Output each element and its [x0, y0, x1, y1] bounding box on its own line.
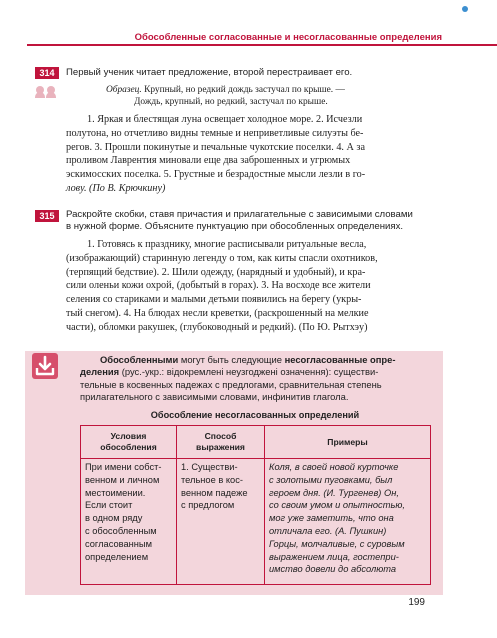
cell-line: с обособленным — [85, 525, 157, 536]
ex315-line: сили оленьи кожи охрой, (добытый в горах). 3. На восходе все жители — [66, 280, 371, 292]
cell-line: Коля, в своей новой курточке — [269, 462, 399, 472]
cell-line: Если стоит — [85, 500, 133, 511]
ex314-line: проливом Лаврентия миновали еще два заброшенных и угрюмых — [66, 155, 351, 167]
rule-line: прилагательного с зависимыми словами, инфинитив глагола. — [80, 390, 349, 402]
table-row — [81, 459, 431, 585]
download-icon — [32, 353, 58, 379]
ex315-line: (изображающий) старинную легенду о том, как киты спасли охотников, — [66, 252, 378, 264]
sample-line-2: Дождь, крупный, но редкий, застучал по крыше. — [134, 97, 328, 107]
ex314-line: полутона, но отчетливо видны темные и неприветливые силуэты бе- — [66, 127, 364, 139]
exercise-number-315: 315 — [35, 210, 59, 222]
rule-term-1: Обособленными — [100, 354, 179, 365]
cell-line: местоимении. — [85, 487, 146, 498]
cell-line: в одном ряду — [85, 513, 143, 524]
ex314-line: лову. (По В. Крючкину) — [66, 182, 166, 194]
table-header-row — [81, 426, 431, 459]
exercise-314-task: Первый ученик читает предложение, второй перестраивает его. — [66, 67, 353, 78]
table-header-cell: Условия обособления — [81, 426, 177, 459]
table-header-cell: Примеры — [265, 426, 431, 459]
cell-line: определением — [85, 551, 149, 562]
cell-line: с предлогом — [181, 500, 235, 511]
pair-work-icon — [36, 86, 58, 98]
cell-line: 1. Существи- — [181, 462, 238, 472]
sample-label: Образец. — [106, 85, 142, 95]
ex314-line: эскимосских поселка. 5. Грустные и безрадостные мысли лезли в го- — [66, 169, 366, 181]
exercise-315-task-1: Раскройте скобки, ставя причастия и прилагательные с зависимыми словами — [66, 209, 413, 220]
cell-line: согласованным — [85, 538, 152, 549]
examples-cell — [265, 459, 431, 585]
cell-line: При имени собст- — [85, 462, 162, 472]
page-header — [0, 32, 497, 45]
cell-line: с золотыми пуговками, был — [269, 474, 393, 485]
exercise-314-sample — [106, 84, 345, 96]
rule-line: тельные в косвенных падежах с предлогами, сравнительная степень — [80, 378, 382, 390]
ex315-line: (терпящий бедствие). 2. Шили одежду, (нарядный и удобный), и кра- — [66, 266, 366, 278]
cell-line: выражением лица, гостепри- — [269, 551, 399, 562]
cell-line: венном и личном — [85, 474, 160, 485]
exercise-314-text — [66, 113, 442, 196]
ex315-line: 1. Готовясь к празднику, многие расписывали ритуальные весла, — [87, 239, 367, 250]
exercise-315-task-2: в нужной форме. Объясните пунктуацию при обособленных определениях. — [66, 221, 404, 232]
header-title: Обособленные согласованные и несогласованные определения — [134, 32, 442, 43]
cell-line: героем дня. (И. Тургенев) Он, — [269, 487, 399, 498]
ex315-line: тый снегом). 4. На блюдах несли креветки, (раскрошенный на мелкие — [66, 307, 369, 319]
ex315-line: части), обломки ракушек, (глубоководный и редкий). (По Ю. Рытхэу) — [66, 321, 368, 333]
publisher-logo — [462, 6, 470, 13]
cell-line: Горцы, молчаливые, с суровым — [269, 538, 405, 549]
logo-icon — [462, 6, 468, 12]
cell-line: отличала его. (А. Пушкин) — [269, 525, 387, 536]
cell-line: венном падеже — [181, 487, 248, 498]
cell-line: тельное в кос- — [181, 474, 243, 485]
header-rule — [27, 44, 497, 46]
ex314-line: 1. Яркая и блестящая луна освещает холодное море. 2. Исчезли — [87, 114, 363, 125]
table-header-cell: Способ выражения — [177, 426, 265, 459]
table-title: Обособление несогласованных определений — [150, 410, 360, 420]
exercise-315-text — [66, 238, 442, 335]
cell-line: имство довели до абсолюта — [269, 564, 397, 575]
ex314-line: регов. 3. Прошли покинутые и печальные чукотские поселки. 4. А за — [66, 141, 365, 153]
conditions-cell — [81, 459, 177, 585]
rule-term-2: несогласованные опре- — [284, 354, 396, 365]
cell-line: со своим умом и опытностью, — [269, 500, 405, 511]
exercise-number-314: 314 — [35, 67, 59, 79]
sample-line-1: Крупный, но редкий дождь застучал по крыше. — — [144, 85, 345, 95]
ex315-line: селения со стариками и малыми детьми появились на берегу (укры- — [66, 294, 362, 306]
rule-span: могут быть следующие — [178, 354, 285, 365]
rule-text — [80, 354, 440, 403]
page-number: 199 — [408, 597, 425, 608]
method-cell — [177, 459, 265, 585]
rule-term-3: деления — [80, 366, 120, 378]
rule-span: (рус.-укр.: відокремлені неузгоджені означення): существи- — [119, 366, 379, 378]
rule-table — [80, 425, 431, 585]
cell-line: мог уже заметить, что она — [269, 513, 394, 524]
